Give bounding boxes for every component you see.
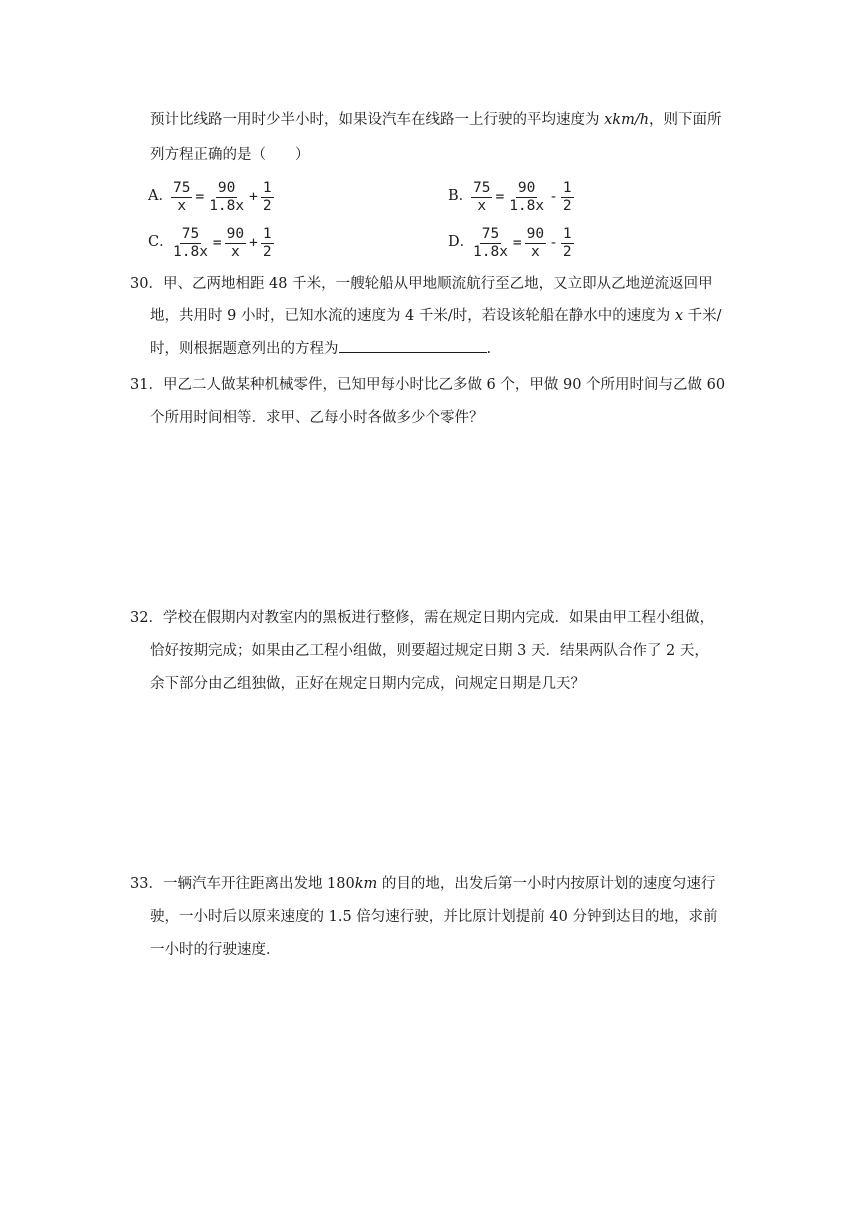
q30-text: 时，则根据题意列出的方程为 <box>150 341 339 357</box>
denominator: x <box>531 243 540 260</box>
numerator: 90 <box>526 225 545 242</box>
numerator: 90 <box>226 225 245 242</box>
option-letter: B． <box>448 188 474 204</box>
q30-period: . <box>486 341 492 357</box>
q29-variable: xkm/h <box>604 112 650 128</box>
denominator: 2 <box>262 197 272 214</box>
equals-sign: = <box>495 188 505 205</box>
numerator: 1 <box>562 179 572 196</box>
operator: + <box>249 234 258 251</box>
q33-text: 的目的地，出发后第一小时内按原计划的速度匀速行 <box>377 876 716 892</box>
fraction <box>561 226 574 261</box>
fraction <box>471 180 492 215</box>
fraction <box>171 226 210 261</box>
option-letter: C． <box>148 234 174 250</box>
equals-sign: = <box>195 188 205 205</box>
numerator: 75 <box>173 179 191 196</box>
operator: - <box>549 188 558 205</box>
q31-line-1: 31．甲乙二人做某种机械零件，已知甲每小时比乙多做 6 个，甲做 90 个所用时间与乙做 60 <box>130 377 726 393</box>
q30-line-3 <box>150 338 491 359</box>
operator: + <box>249 188 258 205</box>
fraction <box>171 180 192 215</box>
fraction <box>225 226 246 261</box>
numerator: 1 <box>262 225 272 242</box>
option-equation <box>470 222 575 264</box>
fraction <box>561 180 574 215</box>
option-equation <box>470 176 575 218</box>
fraction <box>507 180 546 215</box>
denominator: 2 <box>562 197 572 214</box>
equals-sign: = <box>512 234 522 251</box>
q33-line-1 <box>130 874 715 894</box>
numerator: 1 <box>262 179 272 196</box>
operator: - <box>549 234 558 251</box>
option-letter: A． <box>148 188 173 204</box>
denominator: 2 <box>262 243 272 260</box>
denominator: 1.8x <box>209 197 245 214</box>
numerator: 90 <box>217 179 236 196</box>
denominator: 1.8x <box>509 197 545 214</box>
denominator: 2 <box>562 243 572 260</box>
q32-line-2: 恰好按期完成；如果由乙工程小组做，则要超过规定日期 3 天．结果两队合作了 2 天， <box>150 643 709 659</box>
numerator: 75 <box>481 225 500 242</box>
q33-variable: km <box>354 876 378 892</box>
denominator: x <box>477 197 487 214</box>
option-letter: D． <box>448 234 475 250</box>
numerator: 75 <box>181 225 200 242</box>
q31-line-2: 个所用时间相等．求甲、乙每小时各做多少个零件？ <box>150 410 484 426</box>
option-equation <box>170 222 275 264</box>
answer-blank[interactable] <box>339 338 487 353</box>
denominator: x <box>177 197 187 214</box>
denominator: 1.8x <box>473 243 508 260</box>
q30-variable: x <box>674 308 684 324</box>
q29-line-2: 列方程正确的是（ ） <box>150 147 310 163</box>
q33-line-3: 一小时的行驶速度． <box>150 942 281 958</box>
fraction <box>207 180 246 215</box>
numerator: 1 <box>562 225 572 242</box>
q33-line-2: 驶，一小时后以原来速度的 1.5 倍匀速行驶，并比原计划提前 40 分钟到达目的地，求前 <box>150 909 718 925</box>
denominator: 1.8x <box>173 243 208 260</box>
q29-text: ，则下面所 <box>649 112 722 128</box>
q30-line-2 <box>150 306 722 326</box>
option-equation <box>170 176 275 218</box>
q29-text: 预计比线路一用时少半小时，如果设汽车在线路一上行驶的平均速度为 <box>150 112 605 128</box>
fraction <box>471 226 510 261</box>
q30-text: 地，共用时 9 小时，已知水流的速度为 4 千米/时，若设该轮船在静水中的速度为 <box>150 308 675 324</box>
numerator: 75 <box>473 179 491 196</box>
q33-text: 33．一辆汽车开往距离出发地 180 <box>130 876 355 892</box>
q30-line-1: 30．甲、乙两地相距 48 千米，一艘轮船从甲地顺流航行至乙地，又立即从乙地逆流返回甲 <box>130 276 713 292</box>
denominator: x <box>231 243 240 260</box>
q32-line-1: 32．学校在假期内对教室内的黑板进行整修，需在规定日期内完成．如果由甲工程小组做， <box>130 610 714 626</box>
q32-line-3: 余下部分由乙组独做，正好在规定日期内完成，问规定日期是几天？ <box>150 676 585 692</box>
q29-line-1 <box>150 110 722 130</box>
numerator: 90 <box>517 179 536 196</box>
q30-text: 千米/ <box>683 308 722 324</box>
fraction <box>261 180 274 215</box>
equals-sign: = <box>212 234 222 251</box>
fraction <box>525 226 546 261</box>
fraction <box>261 226 274 261</box>
